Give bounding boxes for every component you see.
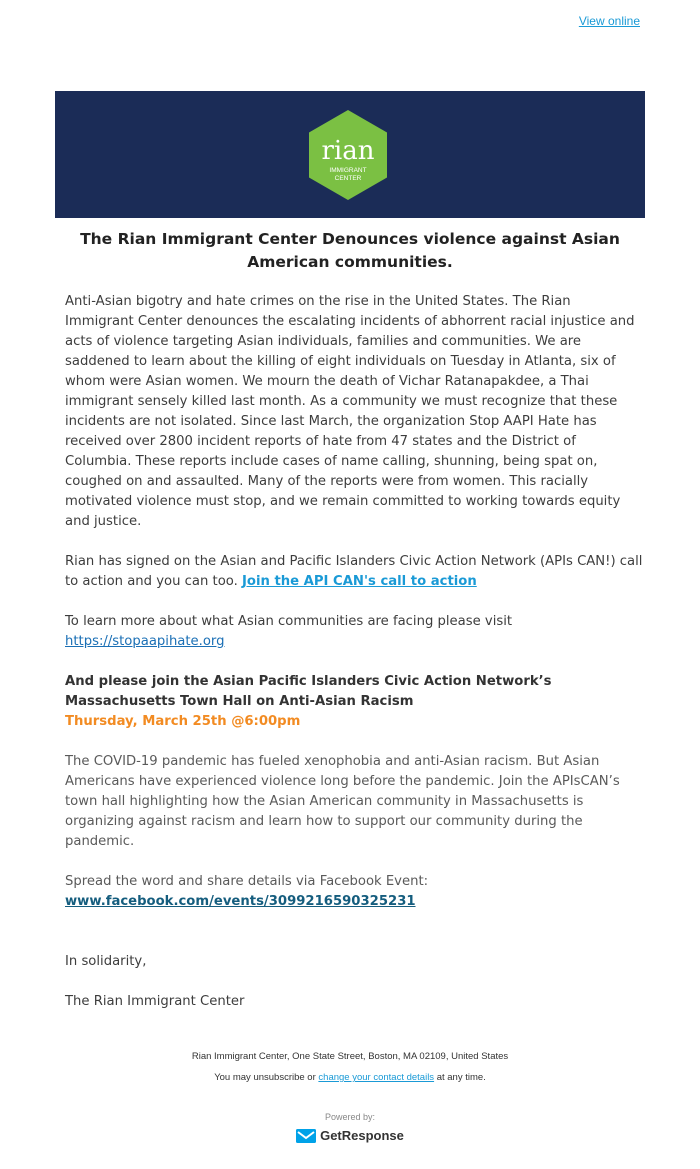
logo-word: rian: [321, 136, 375, 166]
closing-signature: The Rian Immigrant Center: [65, 994, 245, 1009]
powered-by-label: Powered by:: [324, 1112, 376, 1122]
town-hall-heading: And please join the Asian Pacific Islanders Civic Action Network’s Massachusetts Town Hall on Anti-Asian Racism: [65, 674, 552, 709]
footer-unsubscribe: [0, 1071, 700, 1092]
header-banner: [55, 91, 645, 218]
logo-sub-line1: IMMIGRANT: [329, 167, 367, 174]
learn-more-text: To learn more about what Asian communities are facing please visit: [65, 614, 513, 629]
facebook-text: Spread the word and share details via Facebook Event:: [65, 874, 429, 889]
getresponse-envelope-icon: [296, 1129, 316, 1143]
call-to-action-text: Rian has signed on the Asian and Pacific Islanders Civic Action Network (APIs CAN!) call to action and you can too.: [65, 554, 643, 589]
footer-address: Rian Immigrant Center, One State Street, Boston, MA 02109, United States: [191, 1051, 509, 1062]
closing-solidarity: In solidarity,: [65, 954, 147, 969]
paragraph-learn-more: [65, 612, 643, 652]
getresponse-brand: GetResponse: [320, 1128, 404, 1143]
view-online-link[interactable]: View online: [578, 14, 640, 28]
paragraph-facebook: [65, 872, 643, 912]
powered-by: [0, 1112, 700, 1148]
town-hall-date: Thursday, March 25th @6:00pm: [65, 714, 301, 729]
page-title: The Rian Immigrant Center Denounces violence against Asian American communities.: [80, 230, 620, 271]
paragraph-statement: Anti-Asian bigotry and hate crimes on the rise in the United States. The Rian Immigrant Center denounces the escalating incidents of abhorrent racial injustice and acts of violence targeting Asian individuals, families and communities. We are saddened to learn about the killing of eight individuals on Tuesday in Atlanta, six of whom were Asian women. We mourn the death of Vichar Ratanapakdee, a Thai immigrant sensely killed last month. As a community we must recognize that these incidents are not isolated. Since last March, the organization Stop AAPI Hate has received over 2800 incident reports of hate from 47 states and the District of Columbia. These reports include cases of name calling, shunning, being spat on, coughed on and assaulted. Many of the reports were from women. This racially motivated violence must stop, and we remain committed to working towards equity and justice.: [65, 294, 635, 529]
hexagon-logo-icon: [302, 109, 394, 201]
paragraph-call-to-action: [65, 552, 643, 592]
logo-sub-line2: CENTER: [334, 175, 362, 182]
change-contact-details-link[interactable]: change your contact details: [318, 1072, 435, 1083]
footer: [0, 1050, 700, 1092]
rian-logo: [302, 109, 394, 201]
api-can-call-to-action-link[interactable]: Join the API CAN's call to action: [241, 574, 477, 589]
unsubscribe-suffix: at any time.: [434, 1072, 486, 1083]
email-body: [65, 292, 643, 1012]
unsubscribe-prefix: You may unsubscribe or: [214, 1072, 319, 1083]
getresponse-logo[interactable]: [296, 1128, 404, 1143]
stopaapihate-link[interactable]: https://stopaapihate.org: [65, 634, 225, 649]
facebook-event-link[interactable]: www.facebook.com/events/3099216590325231: [65, 894, 416, 909]
paragraph-covid: The COVID-19 pandemic has fueled xenophobia and anti-Asian racism. But Asian Americans have experienced violence long before the pandemic. Join the APIsCAN’s town hall highlighting how the Asian American community in Massachusetts is organizing against racism and learn how to support our community during the pandemic.: [65, 754, 620, 849]
paragraph-town-hall: [65, 672, 643, 732]
